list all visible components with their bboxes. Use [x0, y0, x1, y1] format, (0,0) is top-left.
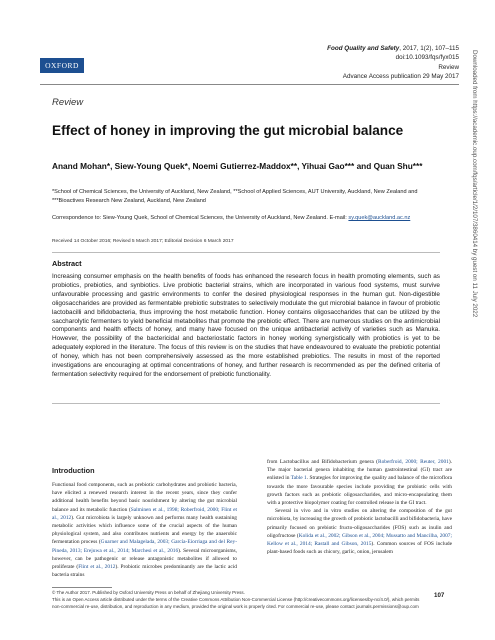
- authors: Anand Mohan*, Siew-Young Quek*, Noemi Gutierrez-Maddox**, Yihuai Gao*** and Quan Shu***: [52, 161, 423, 171]
- citation-link[interactable]: Flint et al., 2012: [78, 564, 116, 571]
- article-dates: Received 14 October 2016; Revised 5 March 2017; Editorial Decision 6 March 2017: [52, 239, 234, 244]
- intro-paragraph-2: from Lactobacillus and Bifidobacterium genera (Roberfroid, 2000; Reuter, 2001). The major bacterial genera inhabiting the human gastrointestinal (GI) tract are enlisted in Table 1. Strategies for improving the quality and balance of the microflora towards the more favourable species include providing the probiotic cells with growth factors such as prebiotic oligosaccharides, and micro-encapsulating them with a protective biopolymer coating for controlled release in the GI tract.: [267, 459, 453, 507]
- journal-citation: , 2017, 1(2), 107–115: [399, 45, 459, 52]
- introduction-heading: Introduction: [52, 466, 95, 475]
- intro-paragraph-1: Functional food components, such as prebiotic carbohydrates and probiotic bacteria, have elicited a renewed research interest in the recent years, since they confer additional health benefits beyond basic nourishment by altering the gut microbial balance and its metabolic function (Salminen et al., 1998; Roberfroid, 2000; Flint et al., 2012). Gut microbiota is largely unknown and performs many health sustaining metabolic activities which influence some of the crucial aspects of the human physiological system, and also contributes nutrients and energy by the anaerobic fermentation process (Guarner and Malagelada, 2003; García-Eiorriaga and del Rey-Pineda, 2013; Erejuwa et al., 2014; Marchesi et al., 2016). Several microorganisms, however, can be pathogenic or release antagonistic metabolites if allowed to proliferate (Flint et al., 2012). Probiotic microbes predominantly are the lactic acid bacteria strains: [52, 482, 238, 579]
- download-note-text: Downloaded from https://academic.oup.com/fqs/article/1/2/107/3860414 by guest on 11 July 2022: [471, 50, 478, 318]
- abstract-text: Increasing consumer emphasis on the health benefits of foods has enhanced the research focus in health promoting elements, such as probiotics, prebiotics, and synbiotics. Live probiotic bacterial strains, which are incorporated in various food systems, must survive unfavourable processing and gastric environments to confer the desired physiological responses in the human gut. Non-digestible oligosaccharides are provided as fermentable prebiotic substrates to selectively modulate the gut microbial balance in favour of probiotic lactobacilli and bifidobacteria, thus improving the host metabolic function. Honey contains oligosaccharides that can be utilized by the saccharolytic fermenters to yield beneficial metabolites that promote the prebiotic effect. There are numerous studies on the antimicrobial components and health effects of honey, and many have focused on the unique antibacterial activity of varieties such as Manuka. However, the possibility of the bactericidal and bacteriostatic factors in honey working synergistically with probiotics is yet to be adequately explored in the literature. The focus of this review is on the studies that have endeavoured to evaluate the prebiotic potential of honey, which has not been comprehensively assessed as the more established prebiotics. The results in most of the reported investigations are encouraging at optimal concentrations of honey, and further research is recommended as per the defined criteria of fermentation selectivity required for the endorsement of prebiotic functionality.: [52, 273, 440, 378]
- intro-left-column: [52, 466, 237, 579]
- section-label: Review: [52, 97, 84, 108]
- header-divider: [40, 84, 459, 85]
- citation-link[interactable]: Guarner and Malagelada, 2003; García-Eiorriaga and del Rey-Pineda, 2013; Erejuwa et al., 2014; Marchesi et al., 2016: [52, 539, 237, 554]
- citation-link[interactable]: Roberfroid, 2000; Reuter, 2001: [377, 459, 449, 465]
- oxford-logo: OXFORD: [40, 58, 84, 73]
- page-number: 107: [434, 592, 445, 599]
- copyright-notice: © The Author 2017. Published by Oxford University Press on behalf of Zhejiang University Press.: [52, 590, 245, 595]
- citation-link[interactable]: Salminen et al., 1998; Roberfroid, 2000; Flint et al., 2012: [52, 506, 237, 521]
- license-notice: This is an Open Access article distributed under the terms of the Creative Commons Attribution Non-Commercial License (http://creativecommons.org/licenses/by-nc/4.0/), which permits non-commercial re-use, distribution, and reproduction in any medium, provided the original work is properly cited. For commercial re-use, please contact journals.permissions@oup.com: [52, 596, 420, 609]
- intro-paragraph-3: Several in vivo and in vitro studies on altering the composition of the gut microbiota, by increasing the growth of probiotic lactobacilli and bifidobacteria, have primarily focused on prebiotic fructo-oligosaccharides (FOS) such as inulin and oligofructose (Kolida et al., 2002; Gibson et al., 2004; Mussatto and Mancilha, 2007; Kellow et al., 2014; Rastall and Gibson, 2015). Common sources of FOS include plant-based foods such as chicory, garlic, onion, jerusalem: [267, 508, 452, 556]
- download-watermark: [470, 50, 478, 590]
- journal-doi[interactable]: doi:10.1093/fqs/fyx015: [395, 54, 459, 62]
- abstract-heading: Abstract: [52, 259, 82, 268]
- advance-access: Advance Access publication 29 May 2017: [342, 72, 459, 80]
- correspondence-email-link[interactable]: sy.quek@auckland.ac.nz: [348, 215, 411, 221]
- citation-link[interactable]: Kolida et al., 2002; Gibson et al., 2004; Mussatto and Mancilha, 2007; Kellow et al., 2014; Rastall and Gibson, 2015: [267, 532, 452, 548]
- license-footer: [52, 590, 427, 611]
- journal-meta: [199, 44, 459, 81]
- table-link[interactable]: Table 1: [290, 475, 307, 482]
- article-type: Review: [438, 63, 459, 71]
- correspondence-text: Correspondence to: Siew-Young Quek, School of Chemical Sciences, the University of Auckland, New Zealand. E-mail:: [52, 215, 349, 221]
- affiliations: *School of Chemical Sciences, the University of Auckland, New Zealand, **School of Applied Sciences, AUT University, Auckland, New Zealand and ***Bioactives Research New Zealand, Auckland, New Zealand: [52, 189, 418, 204]
- footer-divider: [52, 587, 112, 588]
- intro-right-column: [267, 458, 452, 556]
- journal-name[interactable]: Food Quality and Safety: [327, 45, 400, 52]
- abstract-section: [52, 252, 440, 404]
- article-title: Effect of honey in improving the gut microbial balance: [52, 123, 404, 138]
- correspondence: [52, 214, 440, 223]
